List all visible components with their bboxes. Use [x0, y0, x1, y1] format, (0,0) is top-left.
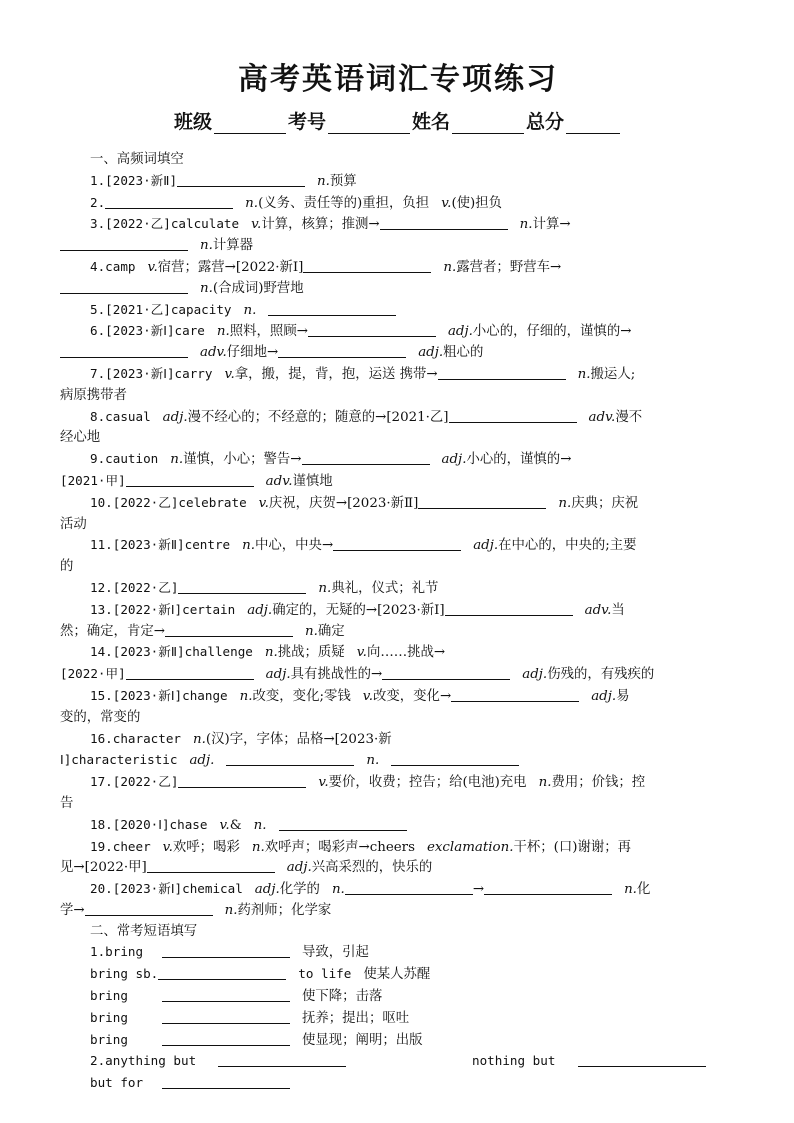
answer-blank[interactable]: [382, 665, 510, 680]
list-item-continued: 学→ n.药剂师；化学家: [60, 902, 332, 918]
list-item-continued: n.计算器: [60, 236, 736, 257]
phrase-item: bring 使下降；击落: [90, 988, 383, 1005]
list-item: 10.[2022·乙]celebrate v.庆祝，庆贺→[2023·新Ⅱ] n.庆典；庆祝: [90, 494, 639, 511]
answer-blank[interactable]: [308, 322, 436, 337]
answer-blank[interactable]: [445, 601, 573, 616]
answer-blank[interactable]: [268, 301, 396, 316]
phrase-item: bring sb. to life 使某人苏醒: [90, 966, 431, 983]
answer-blank[interactable]: [345, 880, 473, 895]
list-item-continued: Ⅰ]characteristic adj. n.: [60, 750, 736, 772]
answer-blank[interactable]: [218, 1052, 346, 1067]
list-item: 8.casual adj.漫不经心的；不经意的；随意的→[2021·乙] adv.漫不: [90, 408, 643, 425]
list-item-continued: [2021·甲] adv.谨慎地: [60, 472, 333, 489]
list-item: 20.[2023·新Ⅰ]chemical adj.化学的 n. → n.化: [90, 881, 651, 898]
list-item: 15.[2023·新Ⅰ]change n.改变，变化;零钱 v.改变，变化→ adj.易: [90, 687, 630, 704]
answer-blank[interactable]: [178, 773, 306, 788]
list-item: 18.[2020·Ⅰ]chase v.& n.: [60, 815, 736, 837]
list-item-continued: n.(合成词)野营地: [60, 279, 736, 300]
answer-blank[interactable]: [60, 236, 188, 251]
worksheet-page: [60, 58, 736, 1095]
section-heading: 一、高频词填空: [90, 152, 184, 167]
phrase-item: bring 抚养；提出；呕吐: [90, 1009, 410, 1026]
list-item-continued: adv.仔细地→ adj.粗心的: [60, 343, 736, 364]
answer-blank[interactable]: [578, 1052, 706, 1067]
id-field[interactable]: [328, 113, 410, 134]
list-item-continued: 然；确定，肯定→ n.确定: [60, 623, 345, 639]
answer-blank[interactable]: [162, 1009, 290, 1024]
answer-blank[interactable]: [226, 751, 354, 766]
list-item: 1.[2023·新Ⅱ] n.预算: [90, 172, 357, 189]
list-item: 9.caution n.谨慎，小心；警告→ adj.小心的，谨慎的→: [90, 451, 572, 468]
answer-blank[interactable]: [449, 408, 577, 423]
class-label: 班级: [173, 111, 212, 133]
section-heading: 二、常考短语填写: [90, 923, 198, 939]
answer-blank[interactable]: [418, 494, 546, 509]
answer-blank[interactable]: [438, 365, 566, 380]
answer-blank[interactable]: [60, 279, 188, 294]
name-label: 姓名: [412, 111, 451, 133]
answer-blank[interactable]: [162, 943, 290, 958]
answer-blank[interactable]: [484, 880, 612, 895]
list-item: 2. n.(义务、责任等的)重担，负担 v.(使)担负: [90, 194, 503, 211]
phrase-item: but for: [60, 1073, 736, 1095]
list-item-continued: 告: [60, 795, 74, 811]
list-item-continued: 病原携带者: [60, 387, 127, 403]
list-item: 17.[2022·乙] v.要价，收费；控告；给(电池)充电 n.费用；价钱；控: [90, 774, 646, 791]
list-item: 11.[2023·新Ⅱ]centre n.中心，中央→ adj.在中心的，中央的;主要: [90, 537, 637, 554]
score-label: 总分: [526, 111, 565, 133]
phrase-item: 2.anything but nothing but: [60, 1051, 736, 1073]
answer-blank[interactable]: [85, 901, 213, 916]
answer-blank[interactable]: [278, 343, 406, 358]
class-field[interactable]: [214, 113, 286, 134]
answer-blank[interactable]: [303, 258, 431, 273]
answer-blank[interactable]: [178, 579, 306, 594]
answer-blank[interactable]: [158, 965, 286, 980]
answer-blank[interactable]: [302, 450, 430, 465]
page-title: 高考英语词汇专项练习: [238, 62, 558, 97]
answer-blank[interactable]: [162, 1074, 290, 1089]
answer-blank[interactable]: [105, 194, 233, 209]
answer-blank[interactable]: [162, 1031, 290, 1046]
list-item: 12.[2022·乙] n.典礼，仪式；礼节: [90, 579, 439, 596]
answer-blank[interactable]: [162, 987, 290, 1002]
answer-blank[interactable]: [451, 687, 579, 702]
score-field[interactable]: [566, 113, 620, 134]
list-item: 13.[2022·新Ⅰ]certain adj.确定的，无疑的→[2023·新Ⅰ] adv.当: [90, 601, 625, 618]
phrase-item: bring 使显现；阐明；出版: [90, 1031, 423, 1048]
list-item-continued: 变的，常变的: [60, 709, 141, 725]
list-item-continued: 活动: [60, 516, 87, 532]
student-info-row: [60, 106, 736, 134]
answer-blank[interactable]: [380, 215, 508, 230]
answer-blank[interactable]: [165, 622, 293, 637]
list-item-continued: [2022·甲] adj.具有挑战性的→ adj.伤残的，有残疾的: [60, 666, 655, 683]
name-field[interactable]: [452, 113, 524, 134]
list-item: 4.camp v.宿营；露营→[2022·新Ⅰ] n.露营者；野营车→: [90, 258, 562, 275]
answer-blank[interactable]: [177, 172, 305, 187]
id-label: 考号: [287, 111, 326, 133]
answer-blank[interactable]: [333, 536, 461, 551]
list-item-continued: 经心地: [60, 430, 101, 446]
list-item: 3.[2022·乙]calculate v.计算，核算；推测→ n.计算→: [90, 216, 571, 233]
exercise-body: [60, 150, 736, 1095]
list-item: 7.[2023·新Ⅰ]carry v.拿，搬，提，背，抱，运送 携带→ n.搬运人;: [90, 365, 636, 382]
answer-blank[interactable]: [60, 343, 188, 358]
answer-blank[interactable]: [126, 665, 254, 680]
list-item: 16.character n.(汉)字，字体；品格→[2023·新: [90, 730, 392, 747]
list-item: 5.[2021·乙]capacity n.: [60, 300, 736, 322]
phrase-item: 1.bring 导致，引起: [90, 944, 369, 961]
list-item: 19.cheer v.欢呼；喝彩 n.欢呼声；喝彩声→cheers exclamation.干杯；(口)谢谢；再: [90, 838, 632, 855]
answer-blank[interactable]: [126, 472, 254, 487]
answer-blank[interactable]: [147, 858, 275, 873]
list-item-continued: 的: [60, 559, 74, 575]
list-item: 14.[2023·新Ⅱ]challenge n.挑战；质疑 v.向……挑战→: [90, 644, 446, 661]
answer-blank[interactable]: [391, 751, 519, 766]
answer-blank[interactable]: [279, 816, 407, 831]
list-item-continued: 见→[2022·甲] adj.兴高采烈的，快乐的: [60, 860, 433, 876]
list-item: 6.[2023·新Ⅰ]care n.照料，照顾→ adj.小心的，仔细的，谨慎的→: [90, 323, 632, 340]
